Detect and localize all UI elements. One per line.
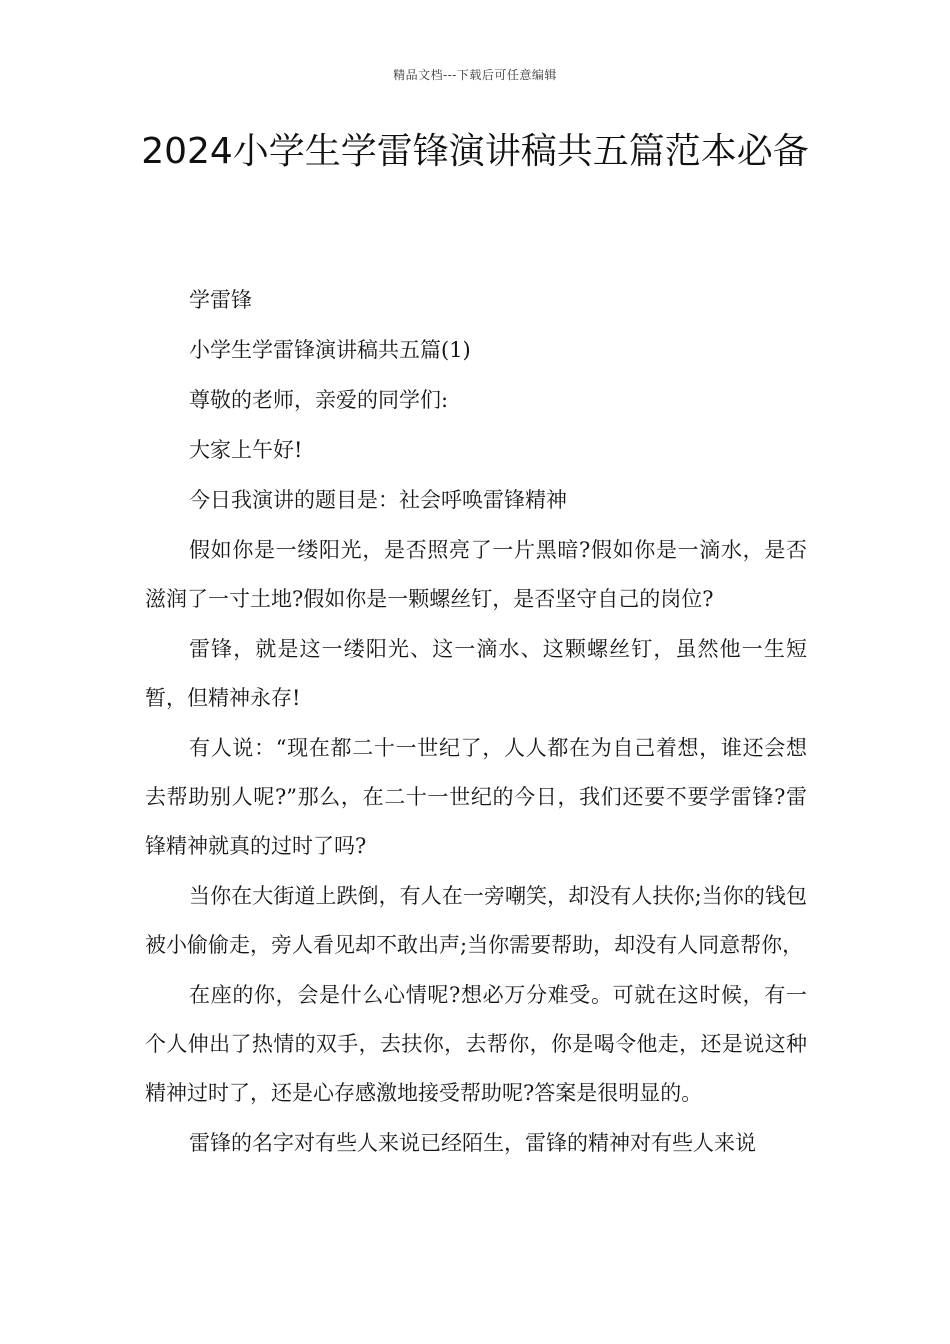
paragraph: 小学生学雷锋演讲稿共五篇(1) <box>189 338 471 362</box>
document-title: 2024小学生学雷锋演讲稿共五篇范本必备 <box>141 131 809 172</box>
paragraph: 今日我演讲的题目是：社会呼唤雷锋精神 <box>189 488 567 512</box>
paragraph: 在座的你，会是什么心情呢?想必万分难受。可就在这时候，有一个人伸出了热情的双手，去扶你，去帮你，你是喝令他走，还是说这种精神过时了，还是心存感激地接受帮助呢?答案是很明显的。 <box>145 983 807 1105</box>
paragraph: 大家上午好! <box>189 438 303 462</box>
header-note: 精品文档---下载后可任意编辑 <box>393 68 557 82</box>
paragraph: 雷锋，就是这一缕阳光、这一滴水、这颗螺丝钉，虽然他一生短暂，但精神永存! <box>145 637 807 710</box>
paragraph: 雷锋的名字对有些人来说已经陌生，雷锋的精神对有些人来说 <box>189 1131 756 1155</box>
paragraph: 当你在大街道上跌倒，有人在一旁嘲笑，却没有人扶你;当你的钱包被小偷偷走，旁人看见却不敢出声;当你需要帮助，却没有人同意帮你， <box>145 884 807 957</box>
paragraph: 有人说：“现在都二十一世纪了，人人都在为自己着想，谁还会想去帮助别人呢?”那么，在二十一世纪的今日，我们还要不要学雷锋?雷锋精神就真的过时了吗? <box>145 736 807 858</box>
document-body <box>145 276 807 1169</box>
paragraph: 学雷锋 <box>189 288 252 312</box>
paragraph: 假如你是一缕阳光，是否照亮了一片黑暗?假如你是一滴水，是否滋润了一寸土地?假如你是一颗螺丝钉，是否坚守自己的岗位? <box>145 538 807 611</box>
paragraph: 尊敬的老师，亲爱的同学们: <box>189 388 449 412</box>
